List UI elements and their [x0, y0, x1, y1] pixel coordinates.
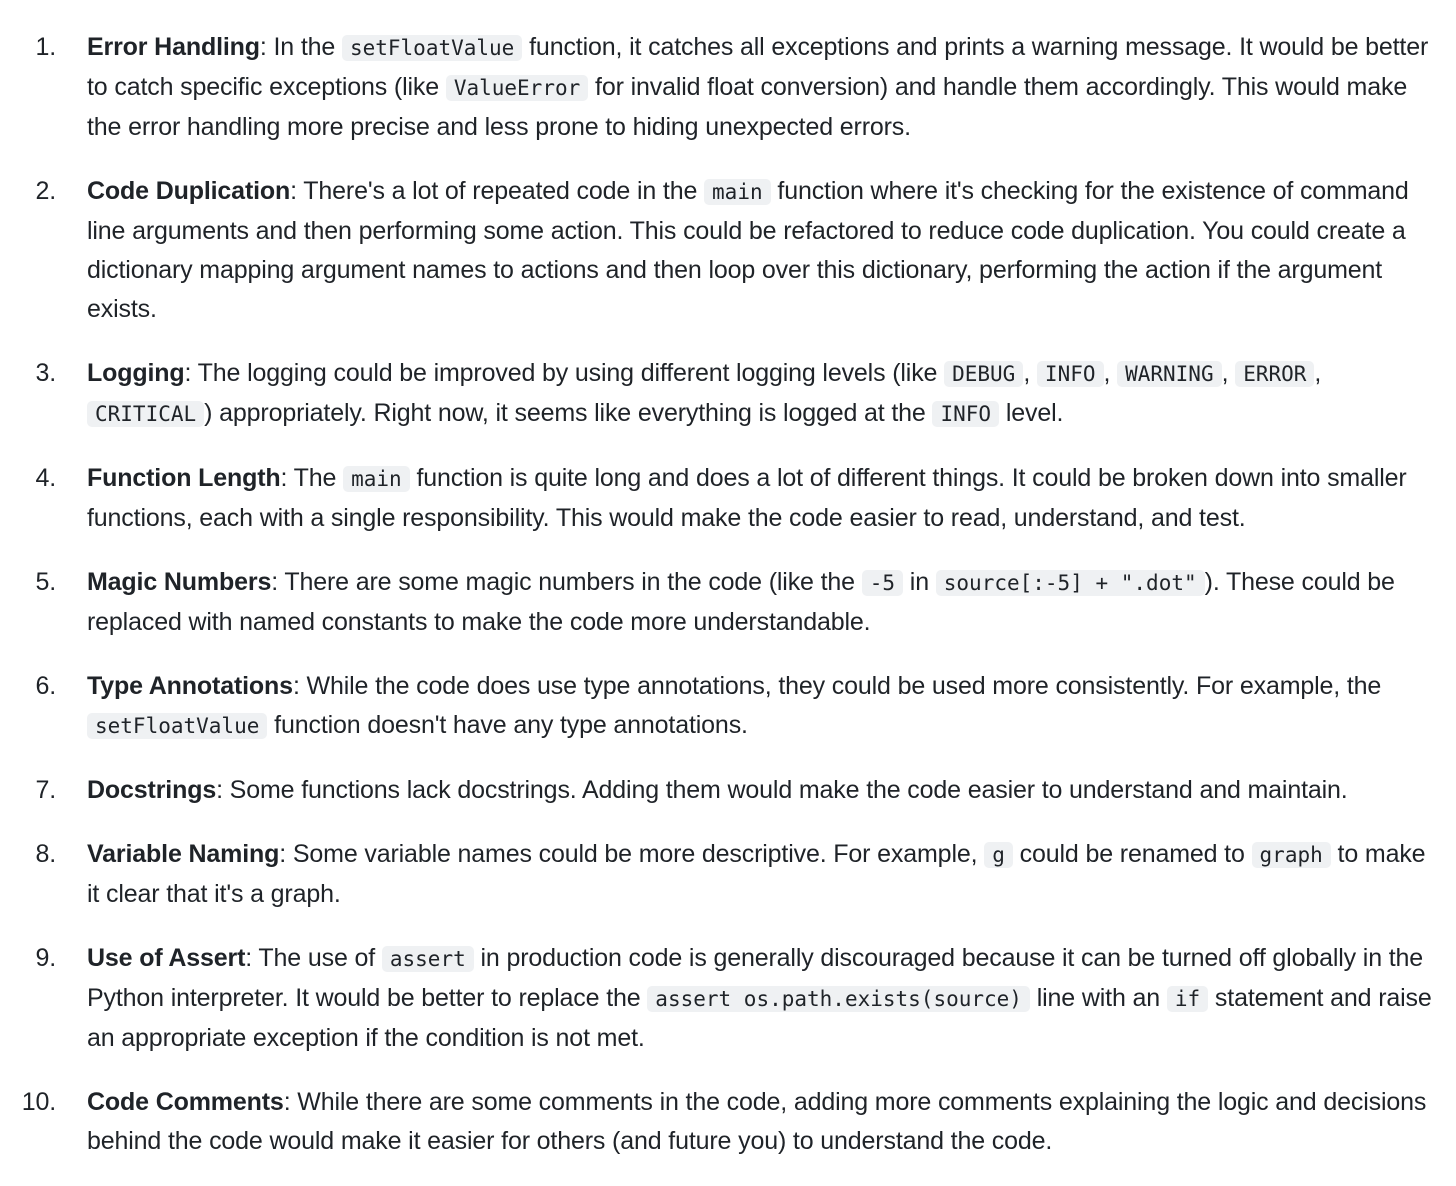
inline-code: -5	[862, 570, 903, 596]
item-text: statement and raise an appropriate exception if the condition is not met.	[87, 984, 1432, 1052]
item-text: ,	[1221, 359, 1236, 387]
list-item	[0, 354, 1456, 434]
item-term: Type Annotations	[87, 672, 293, 700]
item-term: Logging	[87, 359, 185, 387]
list-item	[0, 172, 1456, 329]
list-item	[0, 1083, 1456, 1161]
inline-code: source[:-5] + ".dot"	[936, 570, 1205, 596]
inline-code: INFO	[1037, 361, 1104, 387]
list-item	[0, 28, 1456, 147]
item-text: for invalid float conversion) and handle them accordingly. This would make the error handling more precise and less prone to hiding unexpected errors.	[87, 73, 1408, 141]
item-term: Docstrings	[87, 776, 217, 804]
item-text: : Some variable names could be more descriptive. For example,	[279, 840, 985, 868]
inline-code: assert	[382, 946, 474, 972]
item-text: ,	[1103, 359, 1118, 387]
item-text: : In the	[259, 33, 342, 61]
item-text: : The logging could be improved by using different logging levels (like	[184, 359, 945, 387]
item-text: level.	[999, 399, 1064, 427]
list-item	[0, 667, 1456, 746]
item-text: function is quite long and does a lot of different things. It could be broken down into smaller functions, each with a single responsibility. This would make the code easier to read, understand, and test.	[87, 464, 1407, 532]
item-text: could be renamed to	[1012, 840, 1252, 868]
inline-code: main	[343, 466, 410, 492]
item-number: 7.	[35, 776, 56, 804]
item-term: Use of Assert	[87, 944, 246, 972]
list-item	[0, 459, 1456, 538]
inline-code: if	[1167, 986, 1208, 1012]
item-text: line with an	[1029, 984, 1167, 1012]
item-number: 9.	[35, 944, 56, 972]
item-text: in production code is generally discouraged because it can be turned off globally in the Python interpreter. It would be better to replace the	[87, 944, 1424, 1012]
item-text: : While the code does use type annotations, they could be used more consistently. For example, the	[292, 672, 1382, 700]
item-term: Code Duplication	[87, 177, 291, 205]
item-text: : The use of	[245, 944, 382, 972]
suggestion-list	[0, 28, 1456, 1186]
inline-code: ERROR	[1235, 361, 1314, 387]
item-text: in	[903, 568, 936, 596]
inline-code: setFloatValue	[342, 35, 522, 61]
inline-code: graph	[1252, 842, 1331, 868]
item-number: 5.	[35, 568, 56, 596]
item-number: 3.	[35, 359, 56, 387]
item-term: Variable Naming	[87, 840, 280, 868]
inline-code: DEBUG	[944, 361, 1023, 387]
item-number: 1.	[35, 33, 56, 61]
item-text: function doesn't have any type annotations.	[267, 711, 748, 739]
inline-code: g	[984, 842, 1013, 868]
item-text: : The	[280, 464, 344, 492]
item-term: Magic Numbers	[87, 568, 272, 596]
inline-code: WARNING	[1117, 361, 1222, 387]
item-number: 6.	[35, 672, 56, 700]
item-text: ,	[1314, 359, 1322, 387]
inline-code: main	[704, 179, 771, 205]
list-item	[0, 835, 1456, 914]
item-text: : While there are some comments in the code, adding more comments explaining the logic and decisions behind the code would make it easier for others (and future you) to understand the code.	[87, 1088, 1427, 1155]
item-text: function where it's checking for the existence of command line arguments and then performing some action. This could be refactored to reduce code duplication. You could create a dictionary mapping argument names to actions and then loop over this dictionary, performing the action if the argument exists.	[87, 177, 1409, 323]
list-item	[0, 771, 1456, 810]
item-text: to make it clear that it's a graph.	[87, 840, 1426, 908]
inline-code: INFO	[932, 401, 999, 427]
item-text: ,	[1023, 359, 1037, 387]
item-number: 10.	[21, 1088, 56, 1116]
inline-code: ValueError	[446, 75, 588, 101]
item-number: 8.	[35, 840, 56, 868]
inline-code: assert os.path.exists(source)	[647, 986, 1030, 1012]
inline-code: CRITICAL	[87, 401, 204, 427]
item-text: : There are some magic numbers in the code (like the	[271, 568, 862, 596]
list-item	[0, 939, 1456, 1058]
item-number: 2.	[35, 177, 56, 205]
list-item	[0, 563, 1456, 642]
item-term: Error Handling	[87, 33, 260, 61]
inline-code: setFloatValue	[87, 713, 267, 739]
item-text: : Some functions lack docstrings. Adding them would make the code easier to understand and maintain.	[216, 776, 1348, 804]
item-text: ) appropriately. Right now, it seems like everything is logged at the	[204, 399, 933, 427]
item-text: ). These could be replaced with named constants to make the code more understandable.	[87, 568, 1395, 636]
item-number: 4.	[35, 464, 56, 492]
item-text: : There's a lot of repeated code in the	[290, 177, 705, 205]
item-term: Code Comments	[87, 1088, 284, 1116]
item-text: function, it catches all exceptions and prints a warning message. It would be better to catch specific exceptions (like	[87, 33, 1429, 101]
item-term: Function Length	[87, 464, 281, 492]
